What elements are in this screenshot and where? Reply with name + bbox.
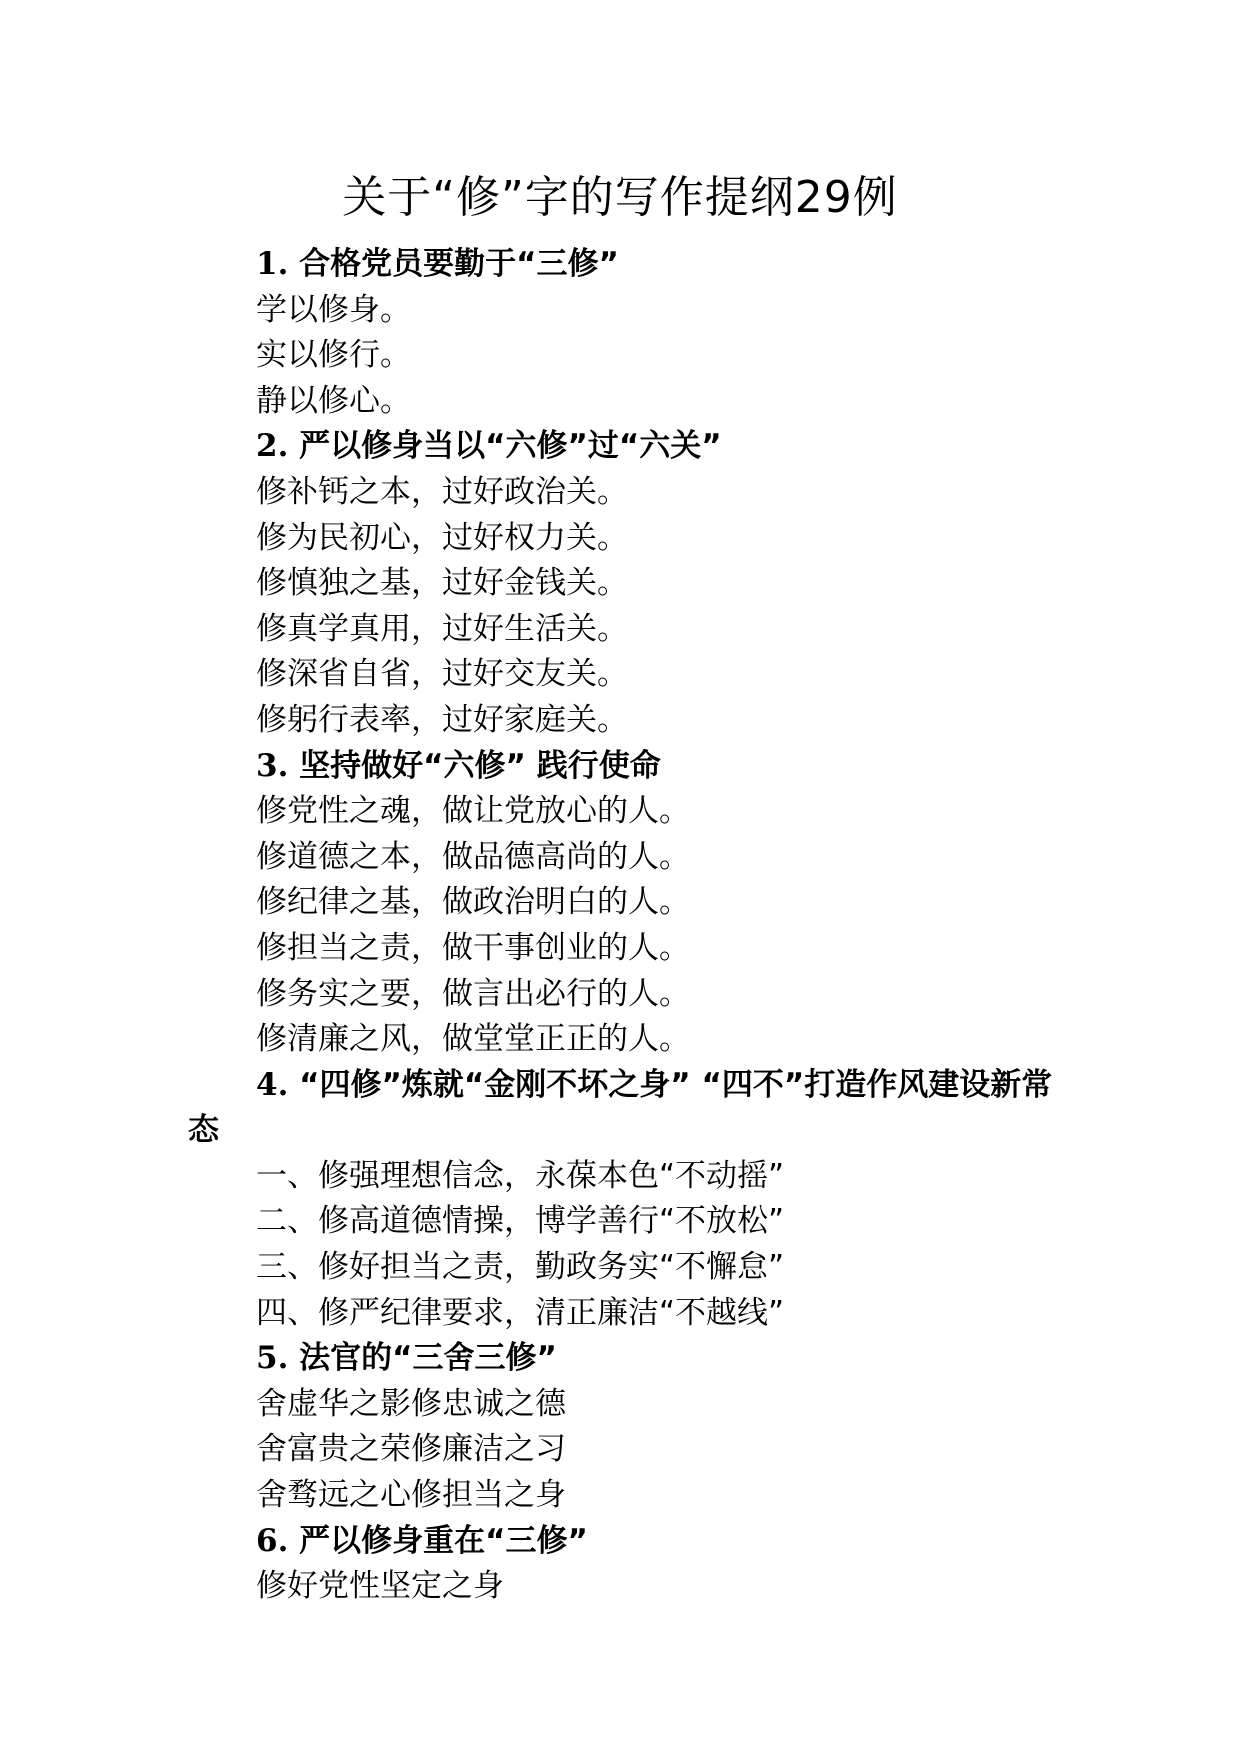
section-heading-5 [188,1336,1068,1382]
body-line: 静以修心。 [256,382,411,419]
body-line: 四、修严纪律要求，清正廉洁“不越线” [256,1294,785,1331]
body-line: 三、修好担当之责，勤政务实“不懈怠” [256,1249,785,1286]
section-number: 3. [256,747,289,784]
body-line: 二、修高道德情操，博学善行“不放松” [256,1203,785,1240]
section-heading-text: 严以修身重在“三修” [299,1522,588,1559]
body-line: 舍骛远之心修担当之身 [256,1477,566,1514]
body-line: 修务实之要，做言出必行的人。 [256,975,690,1012]
body-line: 一、修强理想信念，永葆本色“不动摇” [256,1157,785,1194]
section-heading-4 [188,1063,1068,1154]
section-number: 2. [256,428,289,465]
body-line: 实以修行。 [256,337,411,374]
body-line: 修党性之魂，做让党放心的人。 [256,793,690,830]
section-heading-3 [188,744,1068,790]
body-line: 修慎独之基，过好金钱关。 [256,565,628,602]
section-number: 5. [256,1340,289,1377]
document-title: 关于“修”字的写作提纲29例 [342,172,898,223]
section-heading-text: “四修”炼就“金刚不坏之身” “四不”打造作风建设新常态 [188,1066,1053,1149]
section-heading-1 [188,242,1068,288]
section-heading-text: 法官的“三舍三修” [299,1340,557,1377]
body-line: 修清廉之风，做堂堂正正的人。 [256,1021,690,1058]
section-heading-text: 坚持做好“六修” 践行使命 [299,747,661,784]
body-line: 舍富贵之荣修廉洁之习 [256,1431,566,1468]
section-number: 4. [256,1066,289,1103]
body-line: 修道德之本，做品德高尚的人。 [256,838,690,875]
section-number: 6. [256,1522,289,1559]
body-line: 修补钙之本，过好政治关。 [256,473,628,510]
body-line: 修为民初心，过好权力关。 [256,519,628,556]
body-line: 修躬行表率，过好家庭关。 [256,701,628,738]
body-line: 修纪律之基，做政治明白的人。 [256,884,690,921]
body-line: 修好党性坚定之身 [256,1568,504,1605]
section-heading-6 [188,1519,1068,1565]
section-heading-text: 合格党员要勤于“三修” [299,246,619,282]
section-heading-2 [188,424,1068,470]
body-line: 学以修身。 [256,291,411,328]
body-line: 修担当之责，做干事创业的人。 [256,929,690,966]
body-line: 舍虚华之影修忠诚之德 [256,1385,566,1422]
section-heading-text: 严以修身当以“六修”过“六关” [299,428,722,465]
body-line: 修深省自省，过好交友关。 [256,656,628,693]
body-line: 修真学真用，过好生活关。 [256,610,628,647]
section-number: 1. [256,246,289,282]
document-body [188,242,1068,1610]
